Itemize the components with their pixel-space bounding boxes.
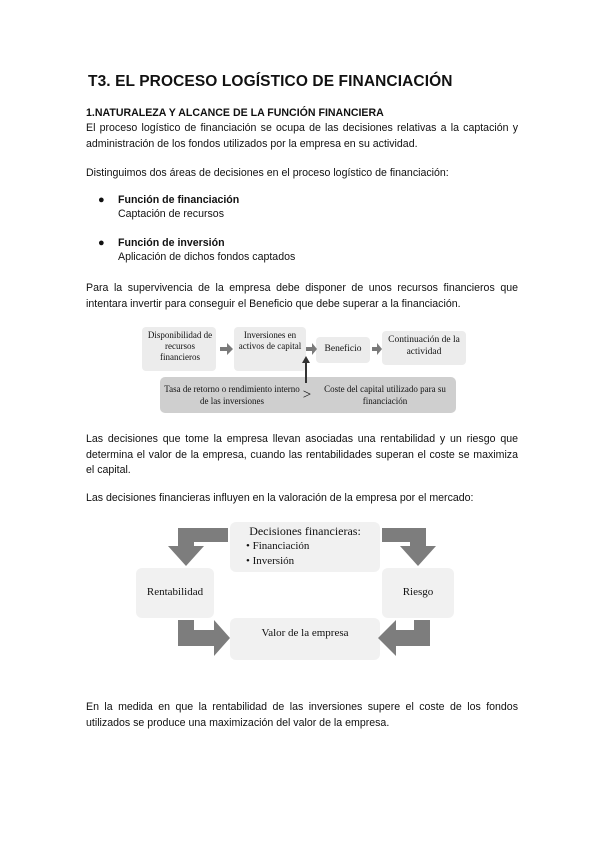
financial-decisions-cycle-diagram: [130, 518, 480, 664]
bullet-dot: ●: [98, 194, 105, 206]
decisiones-item-inversion: • Inversión: [246, 555, 295, 567]
arrow-bent-right-icon: [178, 620, 230, 656]
decisiones-title: Decisiones financieras:: [249, 524, 361, 538]
tasa-retorno-label: Tasa de retorno o rendimiento interno de las inversiones: [164, 384, 300, 406]
box-disponibilidad-label: Disponibilidad de recursos financieros: [147, 330, 213, 362]
box-beneficio-label: Beneficio: [324, 344, 362, 354]
arrow-bent-left-icon: [378, 620, 430, 656]
page-title: T3. EL PROCESO LOGÍSTICO DE FINANCIACIÓN: [88, 73, 453, 90]
section-heading: 1.NATURALEZA Y ALCANCE DE LA FUNCIÓN FINANCIERA: [86, 107, 384, 119]
bullet-text-financiacion: Captación de recursos: [118, 208, 224, 220]
coste-capital-label: Coste del capital utilizado para su financiación: [324, 384, 446, 406]
riesgo-label: Riesgo: [402, 586, 434, 598]
arrow-right-icon: [372, 343, 382, 355]
rentabilidad-label: Rentabilidad: [146, 586, 204, 598]
valor-empresa-label: Valor de la empresa: [261, 627, 349, 639]
financing-flow-diagram: [140, 325, 470, 417]
bullet-dot: ●: [98, 237, 105, 249]
areas-intro-paragraph: Distinguimos dos áreas de decisiones en el proceso logístico de financiación:: [86, 167, 449, 179]
box-continuacion-label: Continuación de la actividad: [388, 335, 460, 357]
intro-paragraph: El proceso logístico de financiación se ocupa de las decisiones relativas a la captación y administración de los fondos utilizados por la empresa en su actividad.: [86, 122, 518, 150]
bullet-heading-inversion: Función de inversión: [118, 237, 225, 249]
survival-paragraph: Para la supervivencia de la empresa debe disponer de unos recursos financieros que intentara invertir para conseguir el Beneficio que debe superar a la financiación.: [86, 282, 518, 310]
arrow-bent-down-right-icon: [382, 528, 436, 566]
bullet-text-inversion: Aplicación de dichos fondos captados: [118, 251, 296, 263]
comparator-symbol: >: [302, 387, 312, 403]
market-paragraph: Las decisiones financieras influyen en la valoración de la empresa por el mercado:: [86, 492, 474, 504]
arrow-right-icon: [220, 343, 233, 355]
arrow-bent-down-left-icon: [168, 528, 228, 566]
box-inversiones-label: Inversiones en activos de capital: [238, 330, 302, 351]
decisions-paragraph: Las decisiones que tome la empresa llevan asociadas una rentabilidad y un riesgo que determina el valor de la empresa, cuando las rentabilidades superan el coste se maximiza el capital.: [86, 433, 518, 476]
decisiones-item-financiacion: • Financiación: [246, 540, 310, 552]
bullet-heading-financiacion: Función de financiación: [118, 194, 240, 206]
conclusion-paragraph: En la medida en que la rentabilidad de las inversiones supere el coste de los fondos utilizados se produce una maximización del valor de la empresa.: [86, 701, 518, 729]
